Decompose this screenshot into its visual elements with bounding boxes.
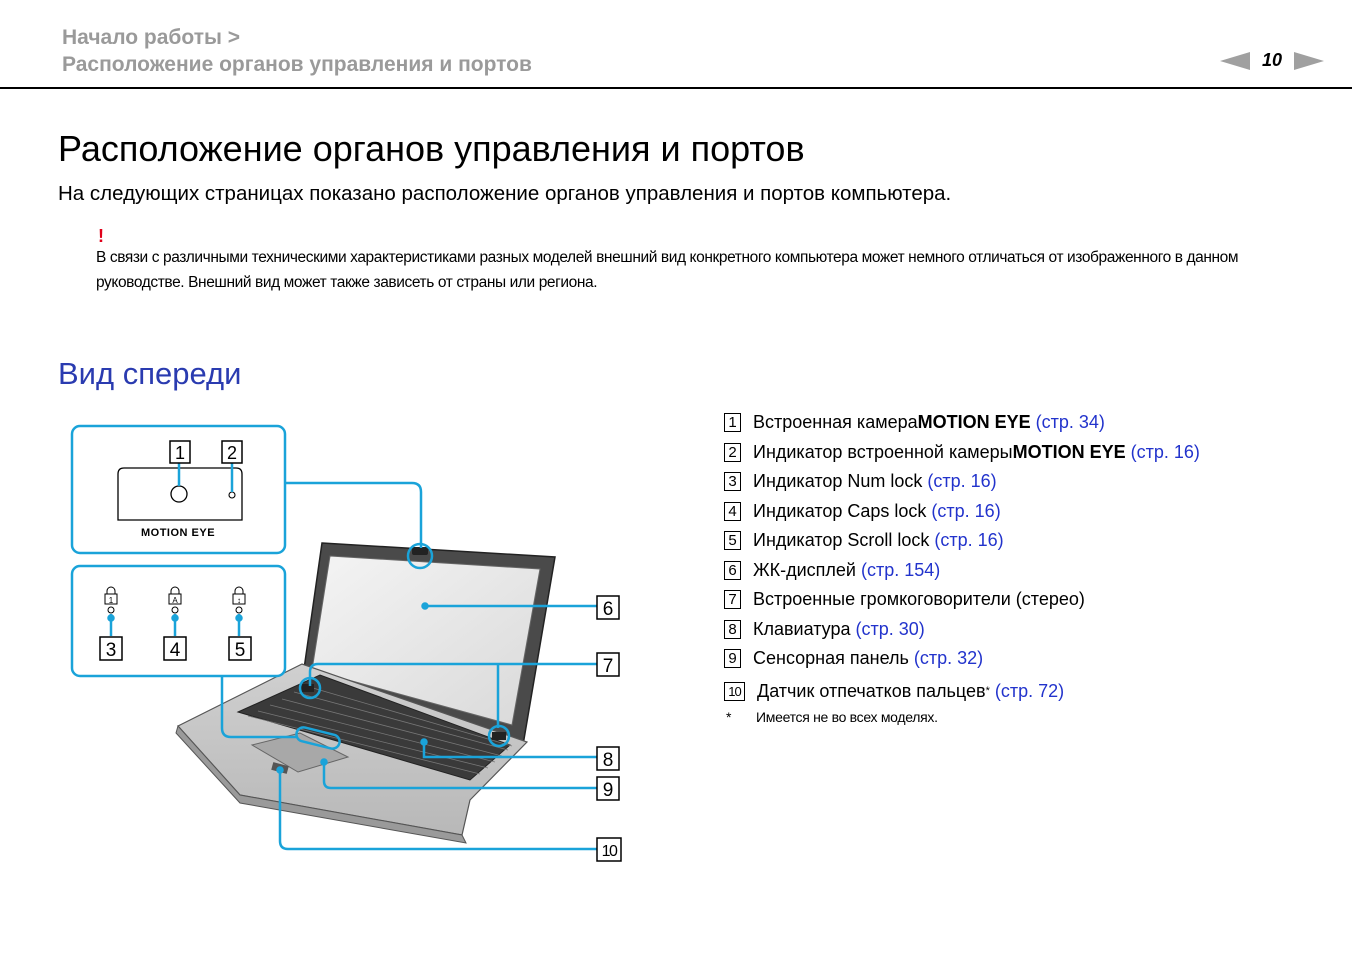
page-reference-link[interactable]: (стр. 34) xyxy=(1035,412,1105,433)
breadcrumb xyxy=(62,24,532,78)
warning-icon: ! xyxy=(98,226,104,246)
legend-number: 5 xyxy=(724,531,741,550)
legend-number: 6 xyxy=(724,561,741,580)
callout-3 xyxy=(100,637,122,661)
page-number: 10 xyxy=(1261,50,1283,70)
section-title: Вид спереди xyxy=(58,356,242,391)
legend-item xyxy=(724,467,1334,497)
legend-item xyxy=(724,497,1334,527)
page-reference-link[interactable]: (стр. 16) xyxy=(934,530,1004,551)
legend-text: ЖК-дисплей xyxy=(753,559,856,580)
legend-number: 2 xyxy=(724,443,741,462)
svg-text:6: 6 xyxy=(602,599,614,620)
next-page-arrow-icon[interactable] xyxy=(1294,52,1324,70)
breadcrumb-current: Расположение органов управления и портов xyxy=(62,53,532,76)
callout-1 xyxy=(170,441,190,463)
laptop-front-view-figure xyxy=(60,415,640,875)
page-reference-link[interactable]: (стр. 16) xyxy=(1130,441,1200,462)
callout-2 xyxy=(222,441,242,463)
callout-9 xyxy=(597,777,619,801)
legend-text: Клавиатура xyxy=(753,618,851,639)
legend-item xyxy=(724,556,1334,586)
legend-number: 9 xyxy=(724,649,741,668)
svg-text:3: 3 xyxy=(105,640,117,661)
svg-text:10: 10 xyxy=(601,843,617,860)
breadcrumb-parent-link[interactable]: Начало работы > xyxy=(62,26,241,49)
warning-text: В связи с различными техническими характеристиками разных моделей внешний вид конкретного компьютера может немного отличаться от изображенного в данном руководстве. Внешний вид может также зависеть от страны или региона. xyxy=(96,249,1239,291)
svg-text:8: 8 xyxy=(602,750,614,771)
camera-label: MOTION EYE xyxy=(140,527,216,539)
header-divider xyxy=(0,87,1352,89)
page-title: Расположение органов управления и портов xyxy=(58,128,805,169)
page-navigator xyxy=(1220,50,1324,71)
previous-page-arrow-icon[interactable] xyxy=(1220,52,1250,70)
legend-text: Индикатор Num lock xyxy=(753,471,923,492)
legend-text: Датчик отпечатков пальцев xyxy=(757,680,986,701)
callout-7 xyxy=(597,653,619,677)
footnote-mark: * xyxy=(726,708,732,725)
callout-8 xyxy=(597,747,619,771)
legend-item xyxy=(724,615,1334,645)
legend-bold-text: MOTION EYE xyxy=(917,412,1031,433)
legend-text: Индикатор встроенной камеры xyxy=(753,441,1013,462)
legend-item xyxy=(724,674,1334,709)
page-reference-link[interactable]: (стр. 154) xyxy=(860,559,941,580)
callout-10 xyxy=(597,838,621,861)
svg-text:1: 1 xyxy=(174,443,186,463)
callout-4 xyxy=(164,637,186,661)
legend-bold-text: MOTION EYE xyxy=(1012,441,1126,462)
footnote-marker: * xyxy=(985,685,990,697)
legend-item xyxy=(724,644,1334,674)
svg-text:9: 9 xyxy=(602,780,614,801)
svg-text:A: A xyxy=(172,596,178,605)
intro-paragraph: На следующих страницах показано расположение органов управления и портов компьютера. xyxy=(58,182,952,205)
footnote xyxy=(724,709,1334,725)
legend-item xyxy=(724,438,1334,468)
legend-text: Встроенная камера xyxy=(753,412,918,433)
legend-number: 7 xyxy=(724,590,741,609)
svg-text:7: 7 xyxy=(602,656,614,677)
component-legend xyxy=(724,408,1334,725)
legend-item xyxy=(724,526,1334,556)
legend-text: Индикатор Caps lock xyxy=(753,500,927,521)
legend-item xyxy=(724,408,1334,438)
legend-text: Встроенные громкоговорители (стерео) xyxy=(753,589,1085,610)
page-reference-link[interactable]: (стр. 32) xyxy=(913,648,984,669)
legend-item xyxy=(724,585,1334,615)
svg-text:↕: ↕ xyxy=(237,596,241,605)
svg-text:5: 5 xyxy=(234,640,246,661)
page-reference-link[interactable]: (стр. 16) xyxy=(931,500,1001,521)
legend-text: Индикатор Scroll lock xyxy=(753,530,930,551)
callout-5 xyxy=(229,637,251,661)
callout-6 xyxy=(597,596,619,620)
legend-number: 10 xyxy=(724,682,745,701)
svg-text:4: 4 xyxy=(169,640,181,661)
page-reference-link[interactable]: (стр. 16) xyxy=(927,471,997,492)
svg-text:2: 2 xyxy=(226,443,238,463)
legend-number: 4 xyxy=(724,502,741,521)
legend-text: Сенсорная панель xyxy=(753,648,909,669)
legend-number: 8 xyxy=(724,620,741,639)
legend-number: 3 xyxy=(724,472,741,491)
svg-text:1: 1 xyxy=(108,596,114,605)
page-reference-link[interactable]: (стр. 30) xyxy=(855,618,925,639)
page-reference-link[interactable]: (стр. 72) xyxy=(994,680,1065,701)
legend-number: 1 xyxy=(724,413,741,432)
footnote-text: Имеется не во всех моделях. xyxy=(756,708,938,725)
